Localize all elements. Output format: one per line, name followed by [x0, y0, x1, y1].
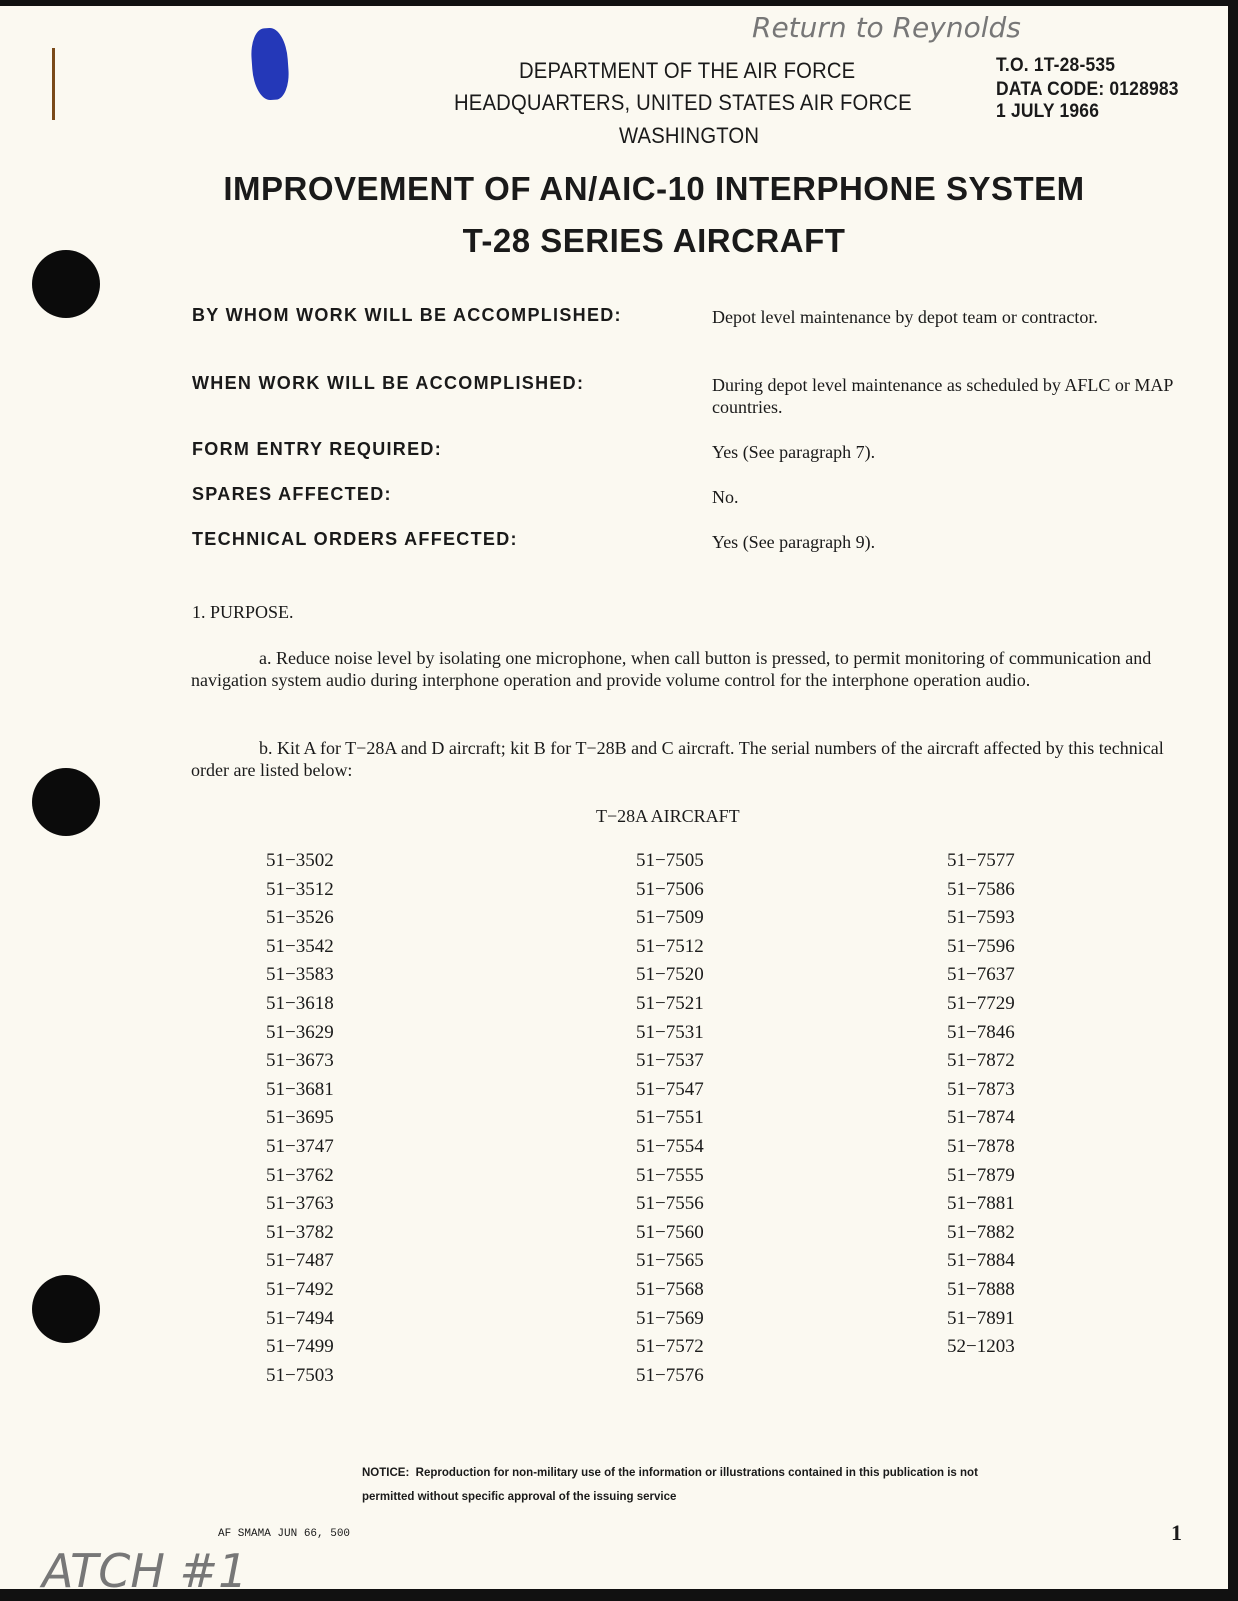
serial-list-title: T−28A AIRCRAFT [596, 806, 740, 826]
serial-number: 51−7509 [636, 907, 704, 929]
section-heading: 1. PURPOSE. [192, 602, 294, 622]
field-label: WHEN WORK WILL BE ACCOMPLISHED: [192, 373, 585, 393]
serial-number: 51−7521 [636, 993, 704, 1014]
serial-number: 51−7884 [947, 1250, 1015, 1272]
punch-hole [32, 1275, 100, 1343]
handwritten-attachment-note: ATCH #1 [42, 1544, 248, 1598]
serial-number: 51−7494 [266, 1307, 334, 1329]
serial-number: 51−7512 [636, 935, 704, 957]
punch-hole [32, 250, 100, 318]
serial-number: 51−7555 [636, 1164, 704, 1186]
serial-number: 51−7568 [636, 1279, 704, 1300]
serial-number: 51−7569 [636, 1307, 704, 1329]
punch-hole [32, 768, 100, 836]
serial-number: 51−3618 [266, 993, 334, 1014]
serial-number: 51−7888 [947, 1279, 1015, 1300]
title-line-1: IMPROVEMENT OF AN/AIC-10 INTERPHONE SYSTEM [223, 170, 1085, 207]
rust-mark [52, 48, 55, 120]
notice [362, 1461, 982, 1509]
serial-number: 51−3695 [266, 1107, 334, 1129]
serial-number: 51−7593 [947, 907, 1015, 929]
org-line-3: WASHINGTON [619, 123, 760, 148]
notice-text: Reproduction for non-military use of the information or illustrations contained in this publication is not permitted without specific approval of the issuing service [362, 1467, 978, 1503]
field-value: No. [712, 487, 739, 507]
serial-number: 51−7891 [947, 1307, 1015, 1329]
serial-number: 51−7577 [947, 850, 1015, 871]
serial-number: 51−7878 [947, 1136, 1015, 1157]
serial-number: 51−7531 [636, 1021, 704, 1043]
serial-number: 51−7729 [947, 993, 1015, 1014]
serial-number: 51−7506 [636, 878, 704, 900]
serial-number: 51−3542 [266, 935, 334, 957]
serial-number: 51−7879 [947, 1164, 1015, 1186]
serial-number: 51−7556 [636, 1193, 704, 1215]
serial-number: 51−7547 [636, 1078, 704, 1100]
serial-number: 51−3763 [266, 1193, 334, 1215]
field-label: BY WHOM WORK WILL BE ACCOMPLISHED: [192, 305, 622, 325]
serial-number: 51−3762 [266, 1164, 334, 1186]
serial-number: 51−3747 [266, 1136, 334, 1157]
serial-number: 51−7586 [947, 878, 1015, 900]
serial-number: 51−7520 [636, 964, 704, 986]
serial-number: 51−7565 [636, 1250, 704, 1272]
data-code: DATA CODE: 0128983 [996, 79, 1179, 100]
serial-number: 51−7537 [636, 1050, 704, 1072]
serial-number: 51−7576 [636, 1364, 704, 1386]
field-value: Yes (See paragraph 7). [712, 442, 876, 462]
serial-number: 51−7554 [636, 1136, 704, 1157]
serial-number: 51−7637 [947, 964, 1015, 986]
field-value: Yes (See paragraph 9). [712, 532, 876, 552]
print-code: AF SMAMA JUN 66, 500 [218, 1528, 351, 1540]
serial-number: 51−7572 [636, 1336, 704, 1358]
serial-number: 51−7882 [947, 1221, 1015, 1243]
paragraph-a: a. Reduce noise level by isolating one microphone, when call button is pressed, to permit monitoring of communication and navigation system audio during interphone operation and provide volume control for the interphone operation audio. [191, 648, 1152, 690]
title-line-2: T-28 SERIES AIRCRAFT [462, 222, 846, 259]
field-value: During depot level maintenance as scheduled by AFLC or MAP countries. [712, 375, 1173, 417]
field-label: TECHNICAL ORDERS AFFECTED: [192, 529, 518, 549]
field-value: Depot level maintenance by depot team or contractor. [712, 307, 1098, 327]
paragraph-b: b. Kit A for T−28A and D aircraft; kit B for T−28B and C aircraft. The serial numbers of the aircraft affected by this technical order are listed below: [191, 738, 1164, 780]
serial-number: 51−3782 [266, 1221, 334, 1243]
serial-number: 51−7503 [266, 1364, 334, 1386]
serial-number: 51−7872 [947, 1050, 1015, 1072]
serial-number: 51−3526 [266, 907, 334, 929]
serial-number: 51−7505 [636, 850, 704, 871]
serial-number: 51−7492 [266, 1279, 334, 1300]
serial-number: 51−7874 [947, 1107, 1015, 1129]
page-number: 1 [1171, 1520, 1182, 1545]
ink-mark [250, 27, 291, 101]
issue-date: 1 JULY 1966 [996, 101, 1100, 122]
serial-number: 51−7551 [636, 1107, 704, 1129]
serial-number: 51−3583 [266, 964, 334, 986]
serial-number: 51−3629 [266, 1021, 334, 1043]
serial-number: 51−7487 [266, 1250, 334, 1272]
serial-number: 51−7846 [947, 1021, 1015, 1043]
handwritten-note: Return to Reynolds [752, 11, 1021, 44]
org-line-1: DEPARTMENT OF THE AIR FORCE [519, 58, 856, 83]
serial-number: 51−7596 [947, 935, 1015, 957]
serial-number: 51−7873 [947, 1078, 1015, 1100]
serial-number: 51−7499 [266, 1336, 334, 1358]
serial-number: 51−3502 [266, 850, 334, 871]
org-line-2: HEADQUARTERS, UNITED STATES AIR FORCE [454, 90, 912, 115]
to-number: T.O. 1T-28-535 [996, 55, 1116, 76]
serial-number: 52−1203 [947, 1336, 1015, 1358]
serial-number: 51−3681 [266, 1078, 334, 1100]
serial-number: 51−3673 [266, 1050, 334, 1072]
notice-label: NOTICE: [362, 1467, 410, 1479]
serial-number: 51−7560 [636, 1221, 704, 1243]
serial-number: 51−7881 [947, 1193, 1015, 1215]
field-label: FORM ENTRY REQUIRED: [192, 439, 443, 459]
serial-number: 51−3512 [266, 878, 334, 900]
field-label: SPARES AFFECTED: [192, 484, 392, 504]
